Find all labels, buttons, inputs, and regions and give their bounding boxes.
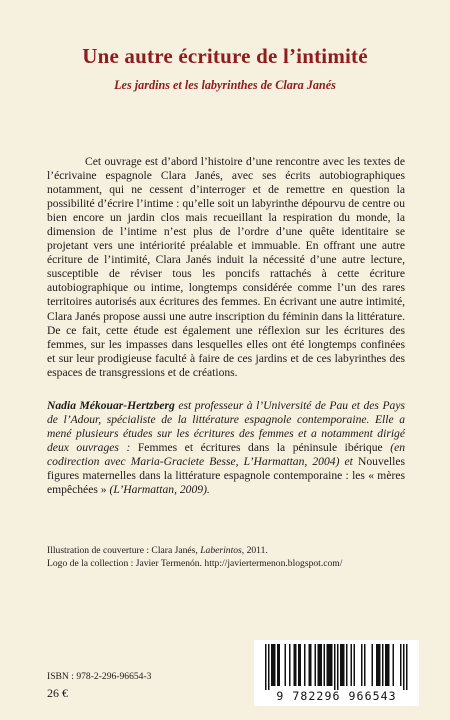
- barcode-bar: [298, 644, 300, 686]
- barcode-bar: [319, 644, 321, 686]
- summary-paragraph: Cet ouvrage est d’abord l’histoire d’une rencontre avec les textes de l’écrivaine espagnole Clara Janés, avec ses écrits autobiographiques notamment, qui ne cessent d’interroger et de remettre en question la possibilité d’écrire l’intime : qu’elle soit un labyrinthe dépourvu de centre ou bien encore un jardin clos mais recueillant la respiration du monde, la dimension de l’intime n’est plus de l’ordre d’une quête identitaire se projetant vers une intériorité préalable et immuable. En offrant une autre écriture de l’intimité, Clara Janés induit la nécessité d’une autre lecture, susceptible de réviser tous les poncifs rattachés à cette écriture autobiographique ou intime, longtemps considérée comme l’un des rares territoires autorisés aux écritures des femmes. En écrivant une autre intimité, Clara Janés propose aussi une autre inscription du féminin dans la littérature. De ce fait, cette étude est également une réflexion sur les écritures des femmes, sur les impasses dans lesquelles elles ont été longtemps confinées et sur leur prodigieuse faculté à faire de ces jardins et de ces labyrinthes des espaces de transgressions et de créations.: [47, 155, 405, 379]
- barcode-bar: [403, 644, 405, 690]
- barcode-bar: [378, 644, 380, 686]
- author-bio: [47, 399, 405, 497]
- barcode-bar: [331, 644, 333, 686]
- bio-work-2: Nouvelles figures maternelles dans la littérature espagnole contemporaine : les « mères empêchées »: [47, 455, 405, 497]
- barcode-bar: [337, 644, 339, 690]
- barcode-bar: [279, 644, 281, 686]
- barcode-bar: [318, 644, 320, 686]
- barcode-bar: [277, 644, 279, 686]
- cover-credit-work: Laberintos: [200, 545, 242, 556]
- barcode-bar: [273, 644, 275, 686]
- book-subtitle: Les jardins et les labyrinthes de Clara Janés: [114, 78, 336, 92]
- isbn: ISBN : 978-2-296-96654-3: [47, 671, 152, 682]
- barcode-bar: [285, 644, 287, 686]
- bio-text-2: (en codirection avec Maria-Graciete Besse, L’Harmattan, 2004) et: [47, 441, 406, 469]
- barcode-bar: [315, 644, 317, 686]
- bio-text-1: est professeur à l’Université de Pau et des Pays de l’Adour, spécialiste de la littérature espagnole contemporaine. Elle a mené plusieurs études sur les écritures des femmes et a notamment dirigé deux ouvrages :: [47, 399, 405, 455]
- barcode-bar: [379, 644, 381, 686]
- barcode-bar: [372, 644, 374, 686]
- barcode-bar: [321, 644, 323, 686]
- barcode-bar: [387, 644, 389, 686]
- author-name: Nadia Mékouar-Hertzberg: [47, 399, 175, 412]
- barcode-bar: [294, 644, 296, 686]
- barcode-bar: [289, 644, 291, 686]
- barcode-bar: [271, 644, 273, 686]
- barcode-bar: [268, 644, 270, 690]
- barcode-bar: [304, 644, 306, 686]
- barcode-bar: [351, 644, 353, 686]
- barcode-bars: [259, 644, 414, 690]
- barcode-bar: [388, 644, 390, 686]
- barcode-bar: [354, 644, 356, 686]
- barcode-bar: [334, 644, 336, 690]
- price: 26 €: [47, 686, 68, 700]
- barcode-bar: [300, 644, 302, 686]
- bio-text-3: (L’Harmattan, 2009).: [106, 483, 210, 497]
- barcode-bar: [309, 644, 311, 686]
- logo-credit: Logo de la collection : Javier Termenón. http://javiertermenon.blogspot.com/: [47, 557, 343, 569]
- barcode-bar: [265, 644, 267, 690]
- book-title: Une autre écriture de l’intimité: [82, 44, 368, 68]
- barcode-bar: [330, 644, 332, 686]
- barcode-bar: [346, 644, 348, 686]
- barcode-bar: [324, 644, 326, 686]
- bio-work-1: Femmes et écritures dans la péninsule ibérique: [137, 441, 383, 455]
- barcode-bar: [342, 644, 344, 686]
- barcode-bar: [328, 644, 330, 686]
- cover-credit-suffix: , 2011.: [241, 545, 268, 556]
- barcode-bar: [361, 644, 363, 686]
- barcode: [254, 640, 419, 706]
- barcode-bar: [340, 644, 342, 686]
- barcode-bar: [393, 644, 395, 686]
- barcode-bar: [310, 644, 312, 686]
- barcode-bar: [274, 644, 276, 686]
- barcode-digits: 9 782296 966543: [276, 689, 397, 703]
- barcode-bar: [295, 644, 297, 686]
- barcode-bar: [385, 644, 387, 686]
- cover-credit: [47, 545, 417, 558]
- barcode-bar: [376, 644, 378, 686]
- barcode-bar: [343, 644, 345, 686]
- barcode-bar: [406, 644, 408, 690]
- barcode-bar: [400, 644, 402, 686]
- barcode-bar: [327, 644, 329, 686]
- barcode-bar: [382, 644, 384, 686]
- barcode-bar: [364, 644, 366, 686]
- credits: [47, 545, 417, 571]
- cover-credit-prefix: Illustration de couverture : Clara Janés,: [47, 545, 201, 556]
